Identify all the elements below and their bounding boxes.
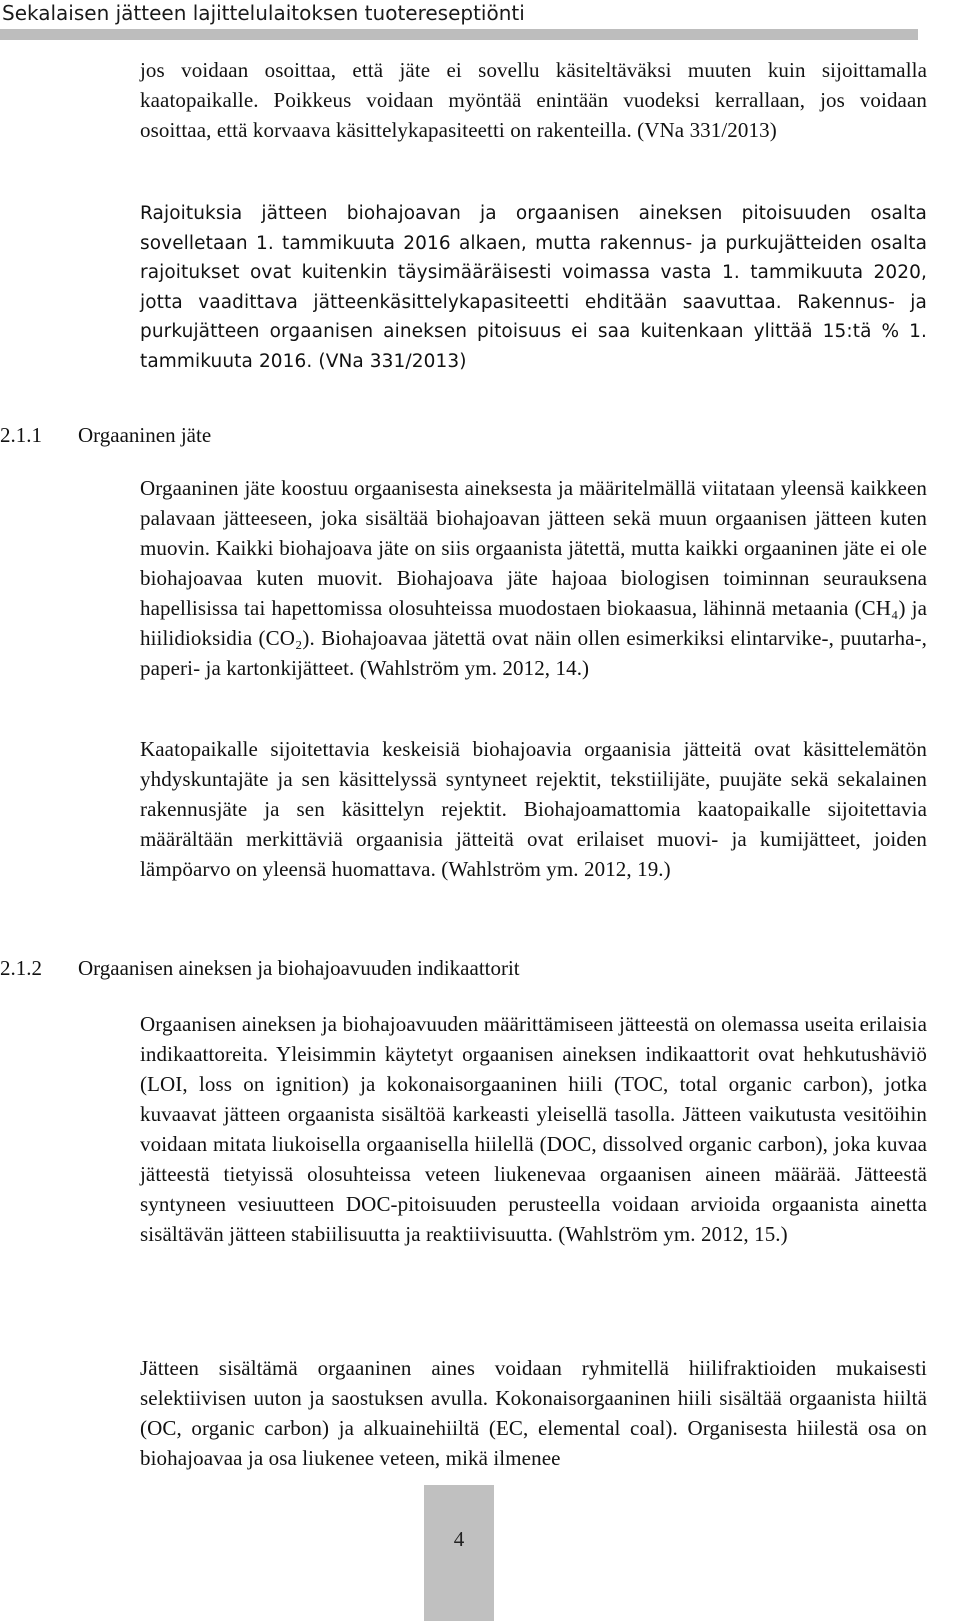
- page-number: 4: [453, 1527, 465, 1551]
- paragraph-organic-waste: Orgaaninen jäte koostuu orgaanisesta aineksesta ja määritelmällä viitataan yleensä kaikkeen palavaan jätteeseen, joka sisältää biohajoavan jätteen sekä muun orgaanisen jätteen kuten muovin. Kaikki biohajoava jäte on siis orgaanista jätettä, mutta kaikki orgaaninen jäte ei ole biohajoavaa kuten muovit. Biohajoava jäte hajoaa biologisen toiminnan seurauksena hapellisissa tai hapettomissa olosuhteissa muodostaen biokaasua, lähinnä metaania (CH₄) ja hiilidioksidia (CO₂). Biohajoavaa jätettä ovat näin ollen esimerkiksi elintarvike-, puutarha-, paperi- ja kartonkijätteet. (Wahlström ym. 2012, 14.): [140, 476, 927, 680]
- paragraph-restrictions: Rajoituksia jätteen biohajoavan ja orgaanisen aineksen pitoisuuden osalta sovelletaan 1. tammikuuta 2016 alkaen, mutta rakennus- ja purkujätteiden osalta rajoitukset ovat kuitenkin täysimääräisesti voimassa vasta 1. tammikuuta 2020, jotta vaadittava jätteenkäsittelykapasiteetti ehditään saavuttaa. Rakennus- ja purkujätteen orgaanisen aineksen pitoisuus ei saa kuitenkaan ylittää 15:tä % 1. tammikuuta 2016. (VNa 331/2013): [140, 203, 927, 372]
- section-heading-2-1-1: [0, 420, 211, 450]
- section-title: Orgaaninen jäte: [78, 423, 212, 447]
- page-header: [0, 0, 960, 40]
- section-number: 2.1.2: [0, 956, 42, 980]
- paragraph-carbon-fractions: Jätteen sisältämä orgaaninen aines voidaan ryhmitellä hiilifraktioiden mukaisesti selektiivisen uuton ja saostuksen avulla. Kokonaisorgaaninen hiili sisältää orgaanista hiiltä (OC, organic carbon) ja alkuainehiiltä (EC, elemental coal). Organisesta hiilestä osa on biohajoavaa ja osa liukenee veteen, mikä ilmenee: [140, 1356, 927, 1470]
- document-title: Sekalaisen jätteen lajittelulaitoksen tuotereseptiönti: [2, 1, 525, 25]
- section-title: Orgaanisen aineksen ja biohajoavuuden indikaattorit: [78, 956, 520, 980]
- paragraph-indicators: Orgaanisen aineksen ja biohajoavuuden määrittämiseen jätteestä on olemassa useita erilaisia indikaattoreita. Yleisimmin käytetyt orgaanisen aineksen indikaattorit ovat hehkutushäviö (LOI, loss on ignition) ja kokonaisorgaaninen hiili (TOC, total organic carbon), jotka kuvaavat jätteen orgaanista sisältöä karkeasti yleisellä tasolla. Jätteen vaikutusta vesitöihin voidaan mitata liukoisella orgaanisella hiilellä (DOC, dissolved organic carbon), joka kuvaa jätteestä tietyissä olosuhteissa veteen liukenevaa orgaanisen aineen määrää. Jätteestä syntyneen vesiuutteen DOC-pitoisuuden perusteella voidaan arvioida orgaanista ainetta sisältävän jätteen stabiilisuutta ja reaktiivisuutta. (Wahlström ym. 2012, 15.): [140, 1012, 927, 1246]
- paragraph-landfill-exemption: jos voidaan osoittaa, että jäte ei sovellu käsiteltäväksi muuten kuin sijoittamalla kaatopaikalle. Poikkeus voidaan myöntää enintään vuodeksi kerrallaan, jos voidaan osoittaa, että korvaava käsittelykapasiteetti on rakenteilla. (VNa 331/2013): [140, 58, 927, 142]
- page-number-box: [424, 1485, 494, 1621]
- section-number: 2.1.1: [0, 423, 42, 447]
- header-rule: [0, 29, 918, 40]
- section-heading-2-1-2: [0, 953, 520, 983]
- paragraph-landfill-waste: Kaatopaikalle sijoitettavia keskeisiä biohajoavia orgaanisia jätteitä ovat käsittelemätön yhdyskuntajäte ja sen käsittelyssä syntyneet rejektit, tekstiilijäte, puujäte sekä sekalainen rakennusjäte ja sen käsittelyn rejektit. Biohajoamattomia kaatopaikalle sijoitettavia määrältään merkittäviä orgaanisia jätteitä ovat erilaiset muovi- ja kumijätteet, joiden lämpöarvo on yleensä huomattava. (Wahlström ym. 2012, 19.): [140, 737, 927, 881]
